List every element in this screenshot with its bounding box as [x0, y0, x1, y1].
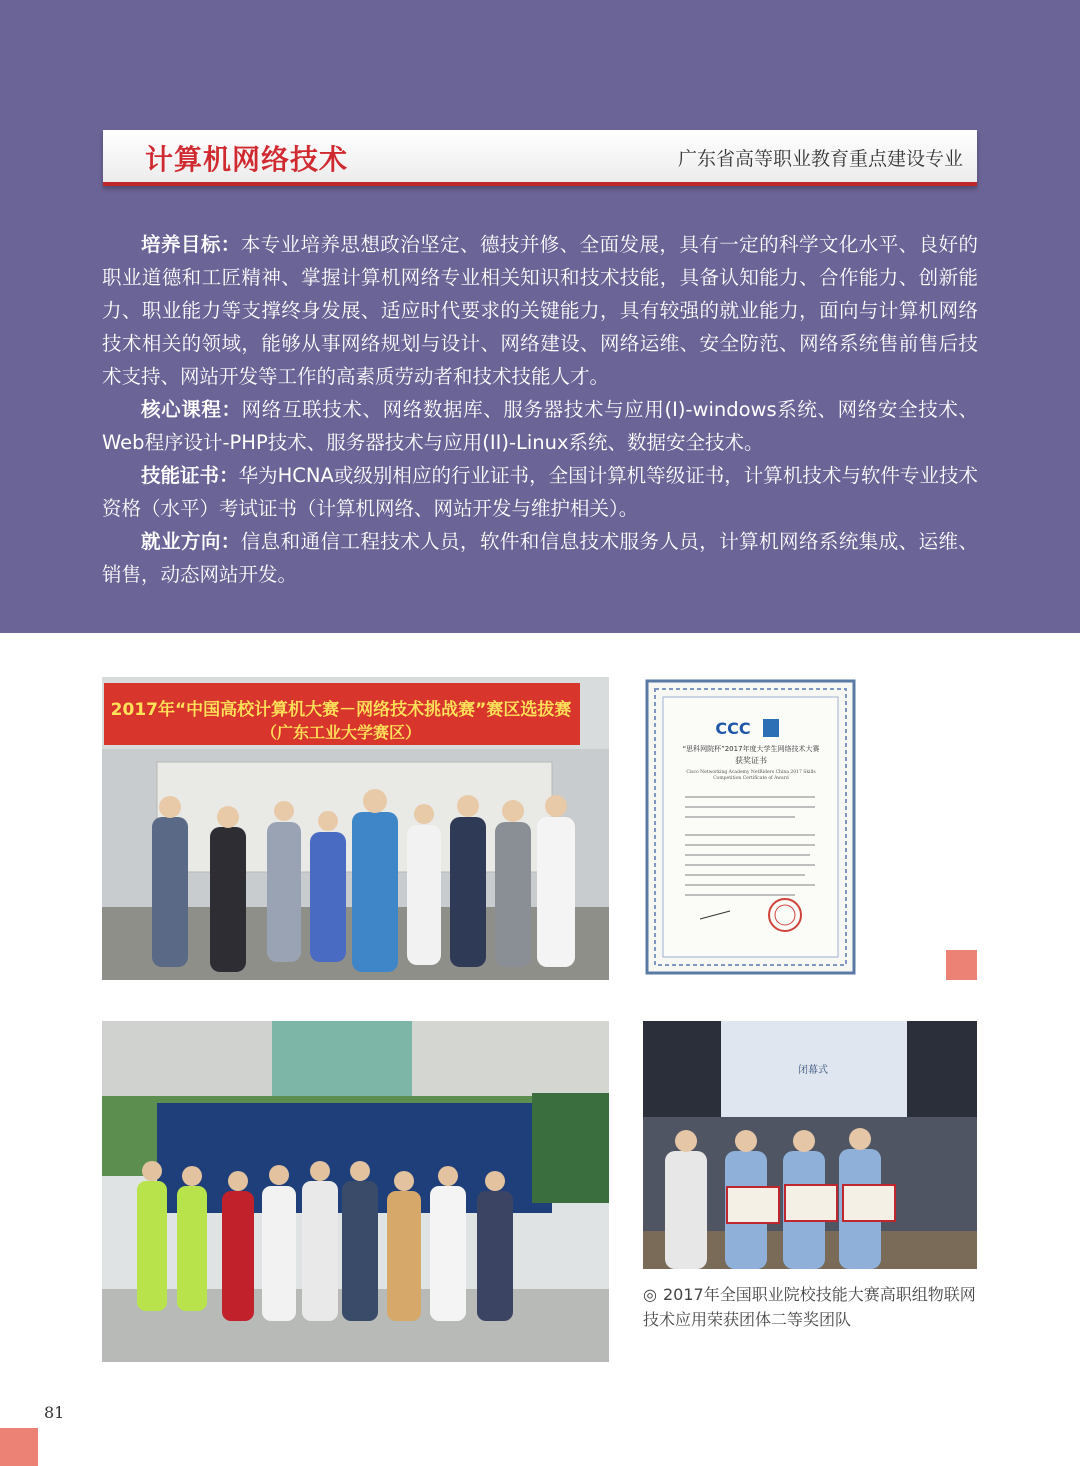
section-text: 本专业培养思想政治坚定、德技并修、全面发展，具有一定的科学文化水平、良好的职业道德和工匠精神、掌握计算机网络专业相关知识和技术技能，具备认知能力、合作能力、创新能力、职业能力等支撑终身发展、适应时代要求的关键能力，具有较强的就业能力，面向与计算机网络技术相关的领域，能够从事网络规划与设计、网络建设、网络运维、安全防范、网络系统售前售后技术支持、网站开发等工作的高素质劳动者和技术技能人才。 — [102, 233, 978, 388]
section-text: 信息和通信工程技术人员，软件和信息技术服务人员，计算机网络系统集成、运维、销售，动态网站开发。 — [102, 530, 978, 586]
section-core-courses — [102, 393, 978, 459]
certificate-en-line-1: Cisco Networking Academy NetRiders China 2017 Skills — [686, 770, 816, 775]
section-training-goal — [102, 228, 978, 393]
section-text: 华为HCNA或级别相应的行业证书，全国计算机等级证书，计算机技术与软件专业技术资格（水平）考试证书（计算机网络、网站开发与维护相关）。 — [102, 464, 978, 520]
title-bar — [103, 130, 977, 186]
caption-text: 2017年全国职业院校技能大赛高职组物联网技术应用荣获团体二等奖团队 — [643, 1285, 976, 1329]
accent-square — [946, 950, 977, 980]
section-certificates — [102, 459, 978, 525]
caption-mark-icon: ◎ — [643, 1285, 657, 1304]
section-label: 培养目标： — [141, 233, 241, 256]
award-ceremony-photo — [643, 1021, 977, 1269]
page-subtitle: 广东省高等职业教育重点建设专业 — [677, 148, 963, 170]
section-label: 就业方向： — [141, 530, 241, 553]
award-certificate-image — [645, 679, 856, 975]
certificate-subtitle: 获奖证书 — [735, 756, 767, 765]
section-text: 网络互联技术、网络数据库、服务器技术与应用(I)-windows系统、网络安全技术、Web程序设计-PHP技术、服务器技术与应用(II)-Linux系统、数据安全技术。 — [102, 398, 978, 454]
certificate-logo: CCC — [715, 719, 751, 738]
corner-accent — [0, 1428, 38, 1466]
program-description — [102, 228, 978, 591]
photo-caption — [643, 1282, 978, 1332]
banner-line-1: 2017年“中国高校计算机大赛－网络技术挑战赛”赛区选拔赛 — [110, 700, 572, 720]
stage-screen-text: 闭幕式 — [798, 1065, 828, 1076]
competition-group-photo — [102, 677, 609, 980]
team-outdoor-photo — [102, 1021, 609, 1362]
certificate-title: “思科网院杯”2017年度大学生网络技术大赛 — [682, 745, 820, 753]
section-career — [102, 525, 978, 591]
certificate-en-line-2: Competition Certificate of Award — [713, 776, 789, 781]
banner-line-2: （广东工业大学赛区） — [260, 723, 422, 742]
page-number: 81 — [44, 1403, 65, 1422]
section-label: 技能证书： — [141, 464, 239, 487]
page-title: 计算机网络技术 — [145, 143, 349, 176]
section-label: 核心课程： — [141, 398, 242, 421]
